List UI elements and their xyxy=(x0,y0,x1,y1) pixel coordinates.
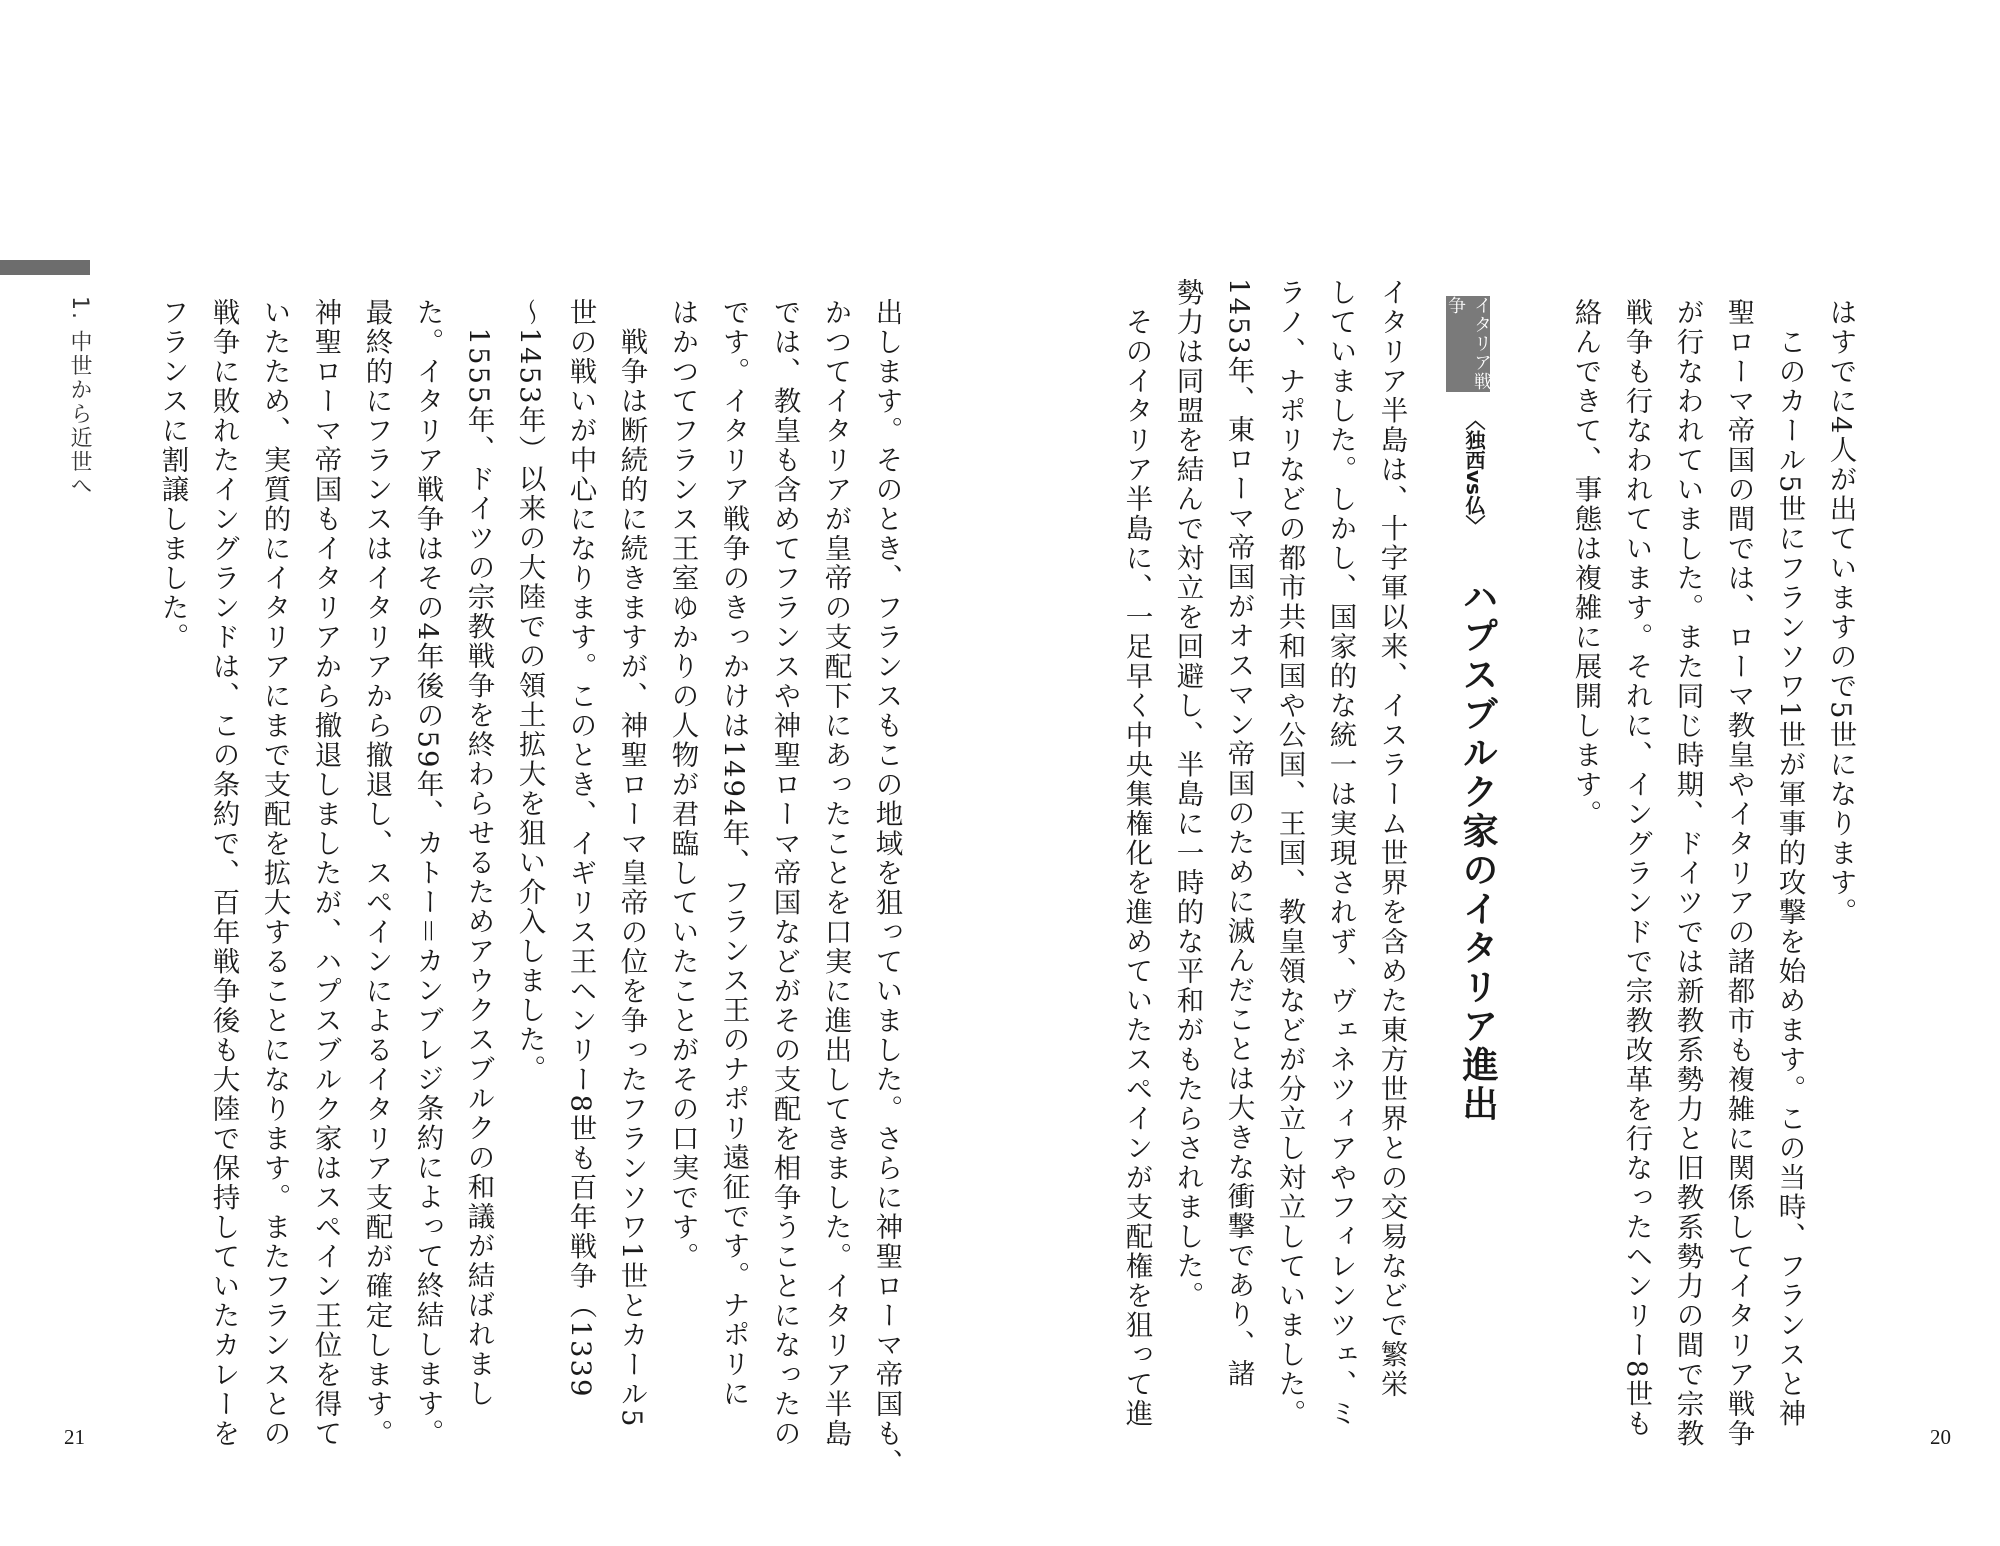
text-column: フランスに割譲しました。 xyxy=(156,298,189,652)
text-column: 〜1453年）以来の大陸での領土拡大を狙い介入しました。 xyxy=(513,298,546,1084)
running-head: 1. 中世から近世へ xyxy=(67,296,92,498)
text-column: 神聖ローマ帝国もイタリアから撤退しましたが、ハプスブルク家はスペイン王位を得て xyxy=(309,298,342,1449)
text-column: 勢力は同盟を結んで対立を回避し、半島に一時的な平和がもたらされました。 xyxy=(1171,278,1204,1311)
text-column: 戦争も行なわれています。それに、イングランドで宗教改革を行なったヘンリー8世も xyxy=(1620,298,1653,1439)
text-column: では、教皇も含めてフランスや神聖ローマ帝国などがその支配を相争うことになったの xyxy=(768,298,801,1449)
text-column: このカール5世にフランソワ1世が軍事的攻撃を始めます。この当時、フランスと神 xyxy=(1773,298,1806,1429)
section-heading: ハプスブルク家のイタリア進出 xyxy=(1457,578,1498,1124)
text-column: た。イタリア戦争はその4年後の59年、カトー＝カンブレジ条約によって終結します。 xyxy=(411,298,444,1448)
text-column: していました。しかし、国家的な統一は実現されず、ヴェネツィアやフィレンツェ、ミ xyxy=(1324,278,1357,1429)
section-subheading: 〈独西vs仏〉 xyxy=(1462,410,1486,535)
section-tag: イタリア戦争 xyxy=(1445,296,1492,391)
text-column: そのイタリア半島に、一足早く中央集権化を進めていたスペインが支配権を狙って進 xyxy=(1120,278,1153,1429)
text-column: 最終的にフランスはイタリアから撤退し、スペインによるイタリア支配が確定します。 xyxy=(360,298,393,1449)
text-column: 戦争は断続的に続きますが、神聖ローマ皇帝の位を争ったフランソワ1世とカール5 xyxy=(615,298,648,1429)
text-column: はすでに4人が出ていますので5世になります。 xyxy=(1824,298,1857,927)
text-column: イタリア半島は、十字軍以来、イスラーム世界を含めた東方世界との交易などで繁栄 xyxy=(1375,278,1408,1399)
text-column: 戦争に敗れたイングランドは、この条約で、百年戦争後も大陸で保持していたカレーを xyxy=(207,298,240,1449)
page-number: 21 xyxy=(64,1425,85,1449)
text-column: 絡んできて、事態は複雑に展開します。 xyxy=(1569,298,1602,829)
page-number: 20 xyxy=(1930,1425,1951,1449)
text-column: が行なわれていました。また同じ時期、ドイツでは新教系勢力と旧教系勢力の間で宗教 xyxy=(1671,298,1704,1449)
text-column: 出します。そのとき、フランスもこの地域を狙っていました。さらに神聖ローマ帝国も、 xyxy=(870,298,903,1478)
text-column: 聖ローマ帝国の間では、ローマ教皇やイタリアの諸都市も複雑に関係してイタリア戦争 xyxy=(1722,298,1755,1449)
text-column: 1555年、ドイツの宗教戦争を終わらせるためアウクスブルクの和議が結ばれまし xyxy=(462,298,495,1409)
text-column: 1453年、東ローマ帝国がオスマン帝国のために滅んだことは大きな衝撃であり、諸 xyxy=(1222,278,1255,1389)
text-column: はかつてフランス王室ゆかりの人物が君臨していたことがその口実です。 xyxy=(666,298,699,1272)
text-column: いたため、実質的にイタリアにまで支配を拡大することになります。またフランスとの xyxy=(258,298,291,1449)
text-column: 世の戦いが中心になります。このとき、イギリス王ヘンリー8世も百年戦争（1339 xyxy=(564,298,597,1399)
text-column: ラノ、ナポリなどの都市共和国や公国、王国、教皇領などが分立し対立していました。 xyxy=(1273,278,1306,1429)
text-column: かつてイタリアが皇帝の支配下にあったことを口実に進出してきました。イタリア半島 xyxy=(819,298,852,1449)
chapter-tab-bar xyxy=(0,260,90,275)
text-column: です。イタリア戦争のきっかけは1494年、フランス王のナポリ遠征です。ナポリに xyxy=(717,298,750,1409)
